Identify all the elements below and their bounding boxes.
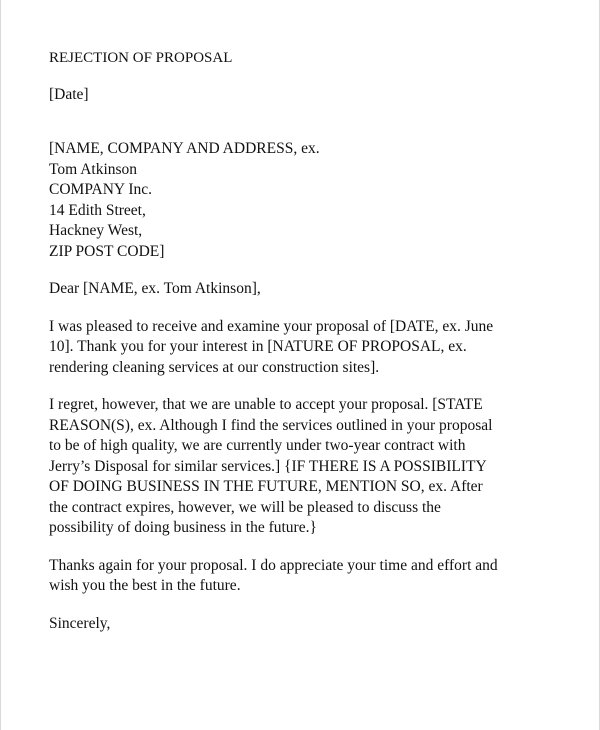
address-line: Tom Atkinson: [49, 160, 138, 178]
closing: Sincerely,: [49, 614, 111, 632]
paragraph-3: [49, 556, 574, 597]
paragraph-line: possibility of doing business in the future.}: [49, 519, 317, 536]
spacer: [49, 262, 574, 279]
address-line: 14 Edith Street,: [49, 201, 146, 219]
address-line: COMPANY Inc.: [49, 181, 153, 198]
paragraph-line: OF DOING BUSINESS IN THE FUTURE, MENTION SO, ex. After: [49, 478, 483, 495]
spacer: [49, 378, 574, 395]
paragraph-line: I regret, however, that we are unable to accept your proposal. [STATE: [49, 396, 483, 413]
address-line: Hackney West,: [49, 222, 143, 239]
letter-date: [Date]: [49, 85, 89, 103]
address-line: [NAME, COMPANY AND ADDRESS, ex.: [49, 140, 320, 157]
paragraph-line: the contract expires, however, we will be pleased to discuss the: [49, 498, 441, 516]
letter-body: [49, 48, 574, 634]
paragraph-line: to be of high quality, we are currently under two-year contract with: [49, 437, 466, 454]
paragraph-line: Jerry’s Disposal for similar services.] {IF THERE IS A POSSIBILITY: [49, 457, 487, 475]
salutation: Dear [NAME, ex. Tom Atkinson],: [49, 280, 261, 297]
address-line: ZIP POST CODE]: [49, 242, 165, 260]
paragraph-line: I was pleased to receive and examine your proposal of [DATE, ex. June: [49, 317, 494, 335]
paragraph-line: REASON(S), ex. Although I find the services outlined in your proposal: [49, 416, 493, 434]
spacer: [49, 300, 574, 317]
paragraph-line: Thanks again for your proposal. I do appreciate your time and effort and: [49, 556, 498, 574]
paragraph-line: 10]. Thank you for your interest in [NATURE OF PROPOSAL, ex.: [49, 338, 467, 355]
spacer: [49, 69, 574, 85]
letter-title: REJECTION OF PROPOSAL: [49, 50, 233, 66]
spacer: [49, 105, 574, 139]
paragraph-line: rendering cleaning services at our construction sites].: [49, 358, 380, 376]
paragraph-1: [49, 317, 574, 379]
paragraph-2: [49, 395, 574, 539]
spacer: [49, 539, 574, 556]
paragraph-line: wish you the best in the future.: [49, 577, 241, 594]
spacer: [49, 597, 574, 614]
recipient-address: [49, 139, 574, 262]
